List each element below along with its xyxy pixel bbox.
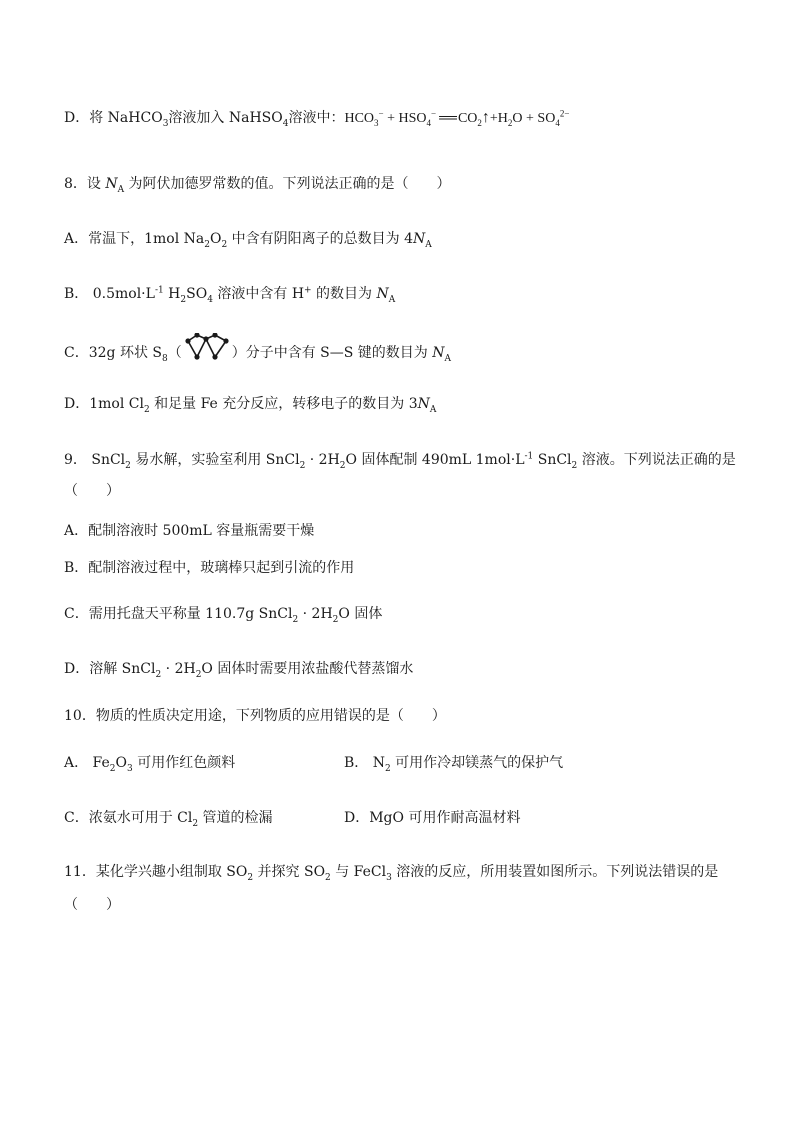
q11-stem-bracket: （ ） [64,897,120,913]
q9-option-b: B．配制溶液过程中，玻璃棒只起到引流的作用 [64,560,355,576]
q10-stem: 10．物质的性质决定用途，下列物质的应用错误的是（ ） [64,708,446,724]
q9-option-d: D．溶解 SnCl$_2$ · $2H_2O$ 固体时需要用浓盐酸代替蒸馏水 [64,661,414,680]
equals-arrow-icon: ══ [439,111,455,126]
q10-options-row2 [64,808,744,828]
q10-options-row1 [64,753,744,773]
q9-stem: 9． SnCl$_2$ 易水解，实验室利用 SnCl$_2$ · $2H_2O$ 固体配制 490mL $1mol\cdot L^{-1}$ SnCl$_2$ 溶液。下列说法正确的是 [64,451,736,471]
q8-option-d: D．1mol $Cl_2$ 和足量 Fe 充分反应，转移电子的数目为 $3N_A$ [64,396,437,415]
q8-stem: 8．设 $N_A$ 为阿伏加德罗常数的值。下列说法正确的是（ ） [64,176,451,195]
q9-option-a: A．配制溶液时 500mL 容量瓶需要干燥 [64,523,315,539]
q10-option-d: D．MgO 可用作耐高温材料 [344,810,521,826]
q10-option-a: A． $Fe_2O_3$ 可用作红色颜料 [64,755,236,774]
s8-ring-molecule-icon [184,333,230,363]
q8-option-b: B． $0.5mol\cdot L^{-1}$ $H_2SO_4$ 溶液中含有 H+ 的数目为 $N_A$ [64,285,396,305]
gas-up-arrow-icon: ↑ [481,109,490,126]
q7-option-d: D．将 NaHCO$_3$溶液加入 NaHSO$_4$溶液中：$HCO_3^- + HSO_4^-$ ══ $CO_2↑+H_2O + SO_4^{2-}$ [64,108,570,129]
ionic-equation: $HCO_3^- + HSO_4^-$ ══ $CO_2↑+H_2O + SO_4^{2-}$ [344,108,570,128]
q8-option-c: C．32g 环状 $S_8$（ ）分子中含有 S—S 键的数目为 $N_A$ [64,343,744,363]
q10-option-b: B． $N_2$ 可用作冷却镁蒸气的保护气 [344,755,564,774]
q10-option-c: C．浓氨水可用于 $Cl_2$ 管道的检漏 [64,810,273,829]
q8-option-a: A．常温下，1mol $Na_2O_2$ 中含有阴阳离子的总数目为 $4N_A$ [64,231,432,250]
q9-stem-bracket: （ ） [64,483,120,499]
q11-stem: 11．某化学兴趣小组制取 $SO_2$ 并探究 $SO_2$ 与 FeCl$_3$ 溶液的反应，所用装置如图所示。下列说法错误的是 [64,864,719,883]
q9-option-c: C．需用托盘天平称量 110.7g SnCl$_2$ · $2H_2O$ 固体 [64,606,383,625]
